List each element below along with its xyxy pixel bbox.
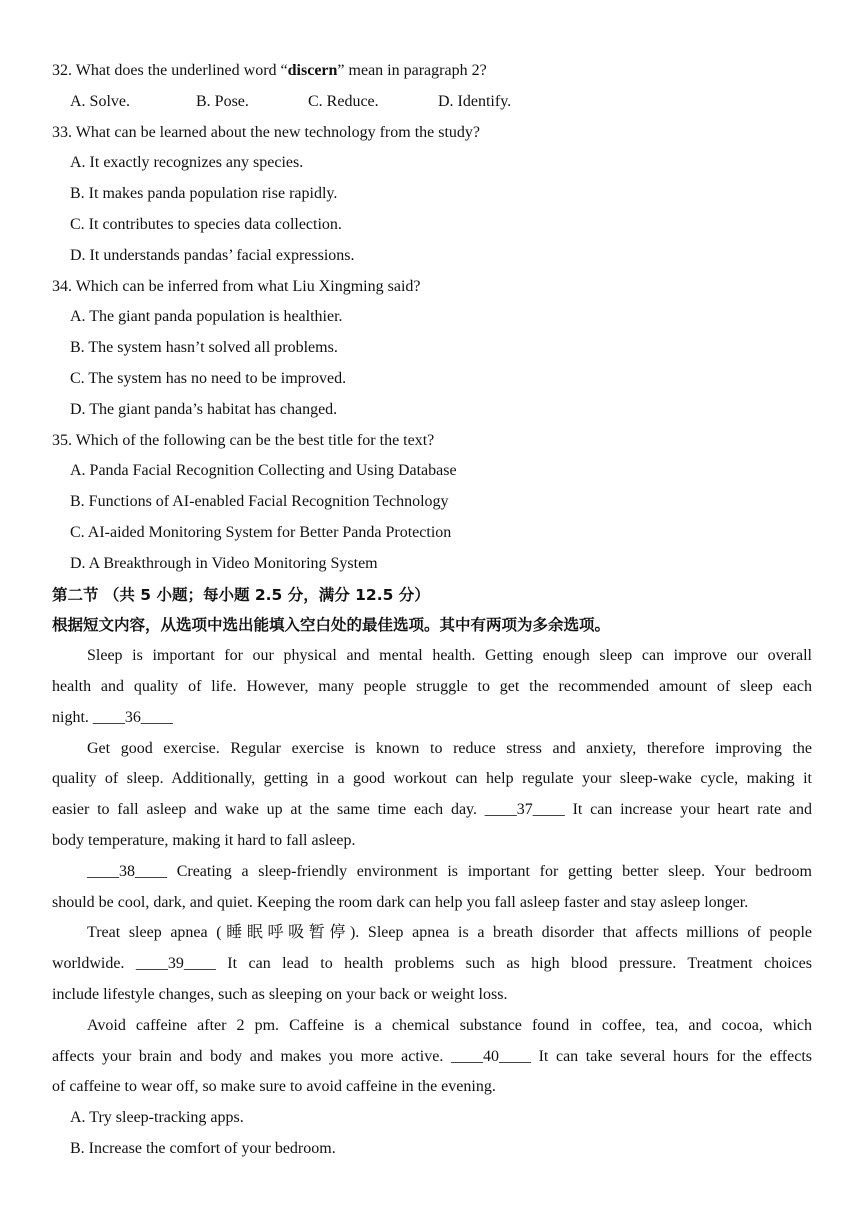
choice-b[interactable]: B. Increase the comfort of your bedroom. (70, 1139, 336, 1157)
option-c[interactable]: C. Reduce. (308, 92, 379, 110)
option-c[interactable]: C. AI-aided Monitoring System for Better Panda Protection (70, 523, 452, 541)
option-d[interactable]: D. It understands pandas’ facial expressions. (70, 246, 355, 264)
option-a[interactable]: A. Panda Facial Recognition Collecting and Using Database (70, 462, 457, 480)
paragraph-2 (52, 734, 812, 857)
option-b[interactable]: B. Functions of AI-enabled Facial Recognition Technology (70, 493, 449, 511)
passage-line: Treat sleep apnea (睡眠呼吸暂停). Sleep apnea is a breath disorder that affects millions of people (87, 924, 812, 942)
passage-line: worldwide. ____39____ It can lead to health problems such as high blood pressure. Treatment choices (52, 955, 812, 973)
passage-line: ____38____ Creating a sleep-friendly environment is important for getting better sleep. Your bedroom (87, 862, 812, 880)
passage-line: include lifestyle changes, such as sleeping on your back or weight loss. (52, 985, 508, 1003)
stem-text: 32. What does the underlined word “ (52, 62, 288, 79)
passage-line: health and quality of life. However, many people struggle to get the recommended amount of sleep each (52, 677, 812, 695)
option-b[interactable]: B. It makes panda population rise rapidly. (70, 185, 338, 203)
section-instruction: 根据短文内容，从选项中选出能填入空白处的最佳选项。其中有两项为多余选项。 (52, 616, 611, 635)
passage-line: Sleep is important for our physical and mental health. Getting enough sleep can improve our overall (87, 647, 812, 665)
option-a[interactable]: A. Solve. (70, 92, 130, 110)
choice-a[interactable]: A. Try sleep-tracking apps. (70, 1109, 244, 1127)
passage-line: body temperature, making it hard to fall asleep. (52, 831, 356, 849)
question-35-stem: 35. Which of the following can be the best title for the text? (52, 431, 435, 449)
question-32-stem (52, 56, 812, 87)
question-32-options (52, 87, 812, 118)
option-d[interactable]: D. The giant panda’s habitat has changed. (70, 400, 338, 418)
option-a[interactable]: A. The giant panda population is healthier. (70, 308, 343, 326)
passage-line: quality of sleep. Additionally, getting in a good workout can help regulate your sleep-wake cycle, making it (52, 770, 812, 788)
exam-page (52, 56, 812, 1165)
passage-line: Get good exercise. Regular exercise is known to reduce stress and anxiety, therefore improving the (87, 739, 812, 757)
option-c[interactable]: C. It contributes to species data collection. (70, 215, 342, 233)
question-34-stem: 34. Which can be inferred from what Liu Xingming said? (52, 277, 421, 295)
option-d[interactable]: D. A Breakthrough in Video Monitoring System (70, 554, 378, 572)
paragraph-1 (52, 641, 812, 733)
passage-line: should be cool, dark, and quiet. Keeping the room dark can help you fall asleep faster and stay asleep longer. (52, 893, 749, 911)
passage (52, 641, 812, 1103)
paragraph-3 (52, 857, 812, 919)
stem-text: ” mean in paragraph 2? (337, 62, 487, 79)
passage-line: Avoid caffeine after 2 pm. Caffeine is a chemical substance found in coffee, tea, and cocoa, which (87, 1016, 812, 1034)
option-b[interactable]: B. The system hasn’t solved all problems. (70, 339, 338, 357)
option-d[interactable]: D. Identify. (438, 92, 512, 110)
passage-line: night. ____36____ (52, 708, 173, 726)
question-33-stem: 33. What can be learned about the new technology from the study? (52, 123, 481, 141)
passage-line: easier to fall asleep and wake up at the same time each day. ____37____ It can increase your heart rate and (52, 801, 812, 819)
section-heading: 第二节 （共 5 小题；每小题 2.5 分，满分 12.5 分） (52, 585, 430, 604)
option-b[interactable]: B. Pose. (196, 92, 249, 110)
paragraph-4 (52, 918, 812, 1010)
option-a[interactable]: A. It exactly recognizes any species. (70, 154, 304, 172)
option-c[interactable]: C. The system has no need to be improved. (70, 369, 347, 387)
passage-line: affects your brain and body and makes you more active. ____40____ It can take several hours for the effects (52, 1047, 812, 1065)
underlined-word: discern (287, 62, 338, 79)
passage-line: of caffeine to wear off, so make sure to avoid caffeine in the evening. (52, 1078, 496, 1096)
paragraph-5 (52, 1011, 812, 1103)
